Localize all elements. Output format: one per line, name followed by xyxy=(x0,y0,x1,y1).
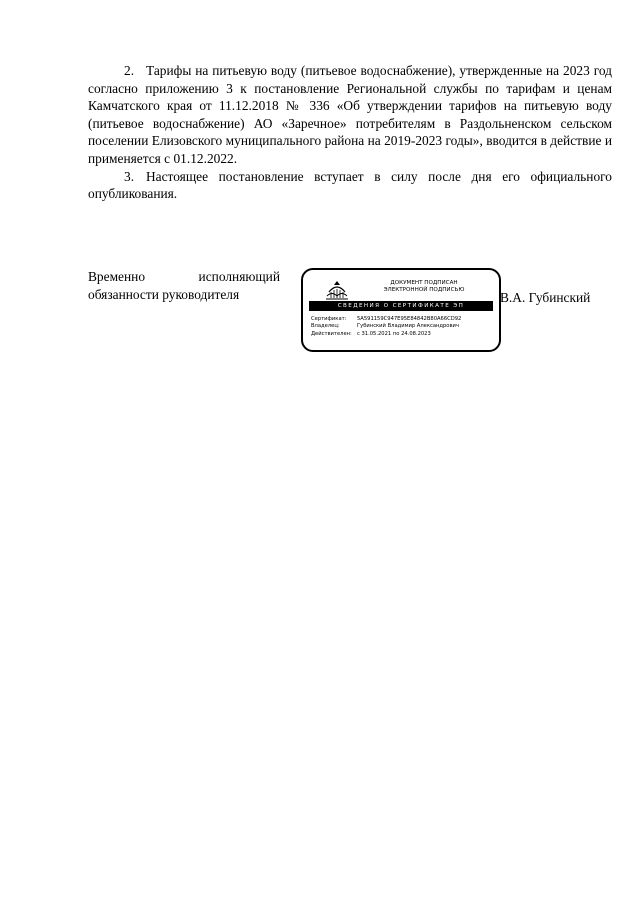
stamp-header-line1: ДОКУМЕНТ ПОДПИСАН xyxy=(390,280,458,286)
stamp-row-label: Действителен: xyxy=(311,330,352,337)
signer-title-word1: Временно xyxy=(88,269,146,284)
stamp-header-line2: ЭЛЕКТРОННОЙ ПОДПИСЬЮ xyxy=(383,287,465,293)
stamp-row-label: Владелец: xyxy=(311,323,340,330)
signer-title-line2: обязанности руководителя xyxy=(88,286,240,302)
stamp-header xyxy=(355,280,493,294)
stamp-details xyxy=(311,316,497,338)
stamp-row-value: 5A591159C947E95E84842B80A66CD92 xyxy=(357,316,462,322)
stamp-row-owner xyxy=(311,323,497,330)
paragraph-text: Тарифы на питьевую воду (питьевое водоснабжение), утвержденные на 2023 год согласно приложению 3 к постановление Региональной службы по тарифам и ценам Камчатского края от 11.12.2018 № 336 «Об утверждении тарифов на питьевую воду (питьевое водоснабжение) АО «Заречное» потребителям в Раздольненском сельском поселении Елизовского муниципального района на 2019-2023 годы», вводится в действие и применяется с 01.12.2022. xyxy=(88,63,612,166)
paragraph-text: Настоящее постановление вступает в силу после дня его официального опубликования. xyxy=(88,168,612,202)
signer-title-word2: исполняющий xyxy=(198,269,280,284)
signer-title-line1 xyxy=(88,268,280,286)
paragraph-number: 2. xyxy=(124,63,135,78)
paragraph-number: 3. xyxy=(124,168,135,184)
stamp-certificate-bar: СВЕДЕНИЯ О СЕРТИФИКАТЕ ЭП xyxy=(309,301,493,311)
stamp-row-value: Губинский Владимир Александрович xyxy=(357,323,459,330)
paragraph-2 xyxy=(88,62,612,168)
stamp-row-validity xyxy=(311,331,497,338)
paragraph-3 xyxy=(88,168,612,203)
stamp-row-label: Сертификат: xyxy=(311,316,347,322)
stamp-row-value: с 31.05.2021 по 24.08.2023 xyxy=(357,330,431,337)
signer-title xyxy=(88,268,280,303)
electronic-signature-stamp xyxy=(301,268,501,352)
signer-name: В.А. Губинский xyxy=(500,290,591,305)
document-body xyxy=(88,62,612,203)
